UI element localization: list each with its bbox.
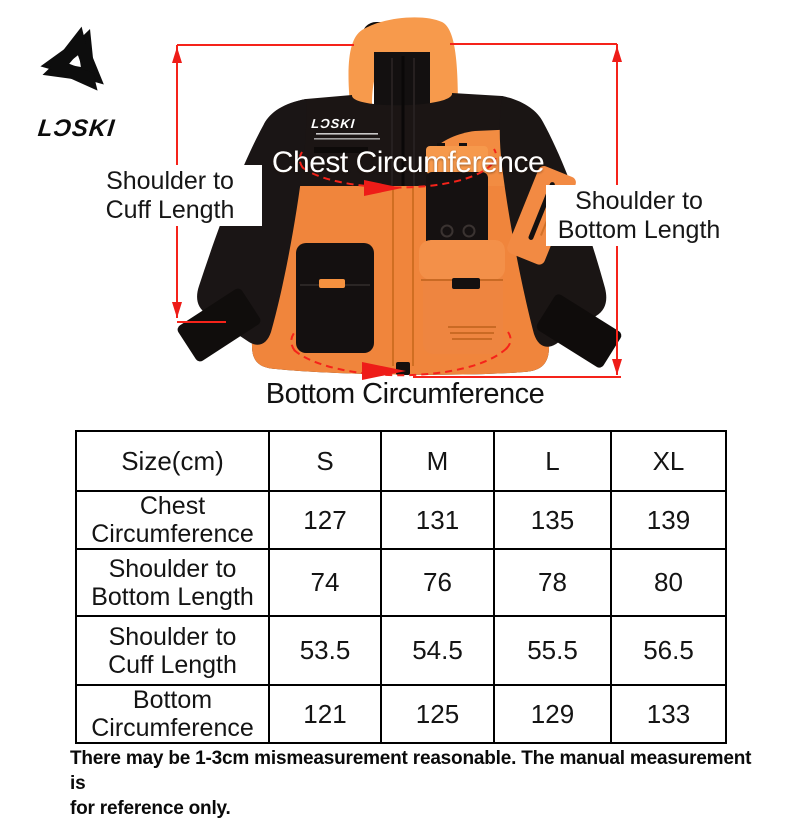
label-bottom-circumference: Bottom Circumference xyxy=(265,378,545,410)
header-size-m: M xyxy=(381,431,494,491)
cell-value: 76 xyxy=(381,549,494,616)
cell-value: 131 xyxy=(381,491,494,549)
table-row-shoulder-to-bottom xyxy=(76,549,726,616)
row-label: Shoulder to Cuff Length xyxy=(76,616,269,685)
label-shoulder-to-bottom: Shoulder to Bottom Length xyxy=(546,185,732,246)
size-table-header-row xyxy=(76,431,726,491)
cell-value: 74 xyxy=(269,549,381,616)
cell-value: 53.5 xyxy=(269,616,381,685)
cell-value: 133 xyxy=(611,685,726,743)
header-size-xl: XL xyxy=(611,431,726,491)
svg-text:LƆSKI: LƆSKI xyxy=(310,116,356,131)
table-row-shoulder-to-cuff xyxy=(76,616,726,685)
size-table xyxy=(75,430,727,744)
disclaimer-text: There may be 1-3cm mismeasurement reasonable. The manual measurement is for reference only. xyxy=(70,748,752,820)
cell-value: 135 xyxy=(494,491,611,549)
waist-pocket-right xyxy=(419,240,505,354)
row-label: Chest Circumference xyxy=(76,491,269,549)
header-size-cm: Size(cm) xyxy=(76,431,269,491)
cell-value: 54.5 xyxy=(381,616,494,685)
cell-value: 78 xyxy=(494,549,611,616)
cell-value: 129 xyxy=(494,685,611,743)
cell-value: 127 xyxy=(269,491,381,549)
header-size-s: S xyxy=(269,431,381,491)
cell-value: 55.5 xyxy=(494,616,611,685)
cell-value: 56.5 xyxy=(611,616,726,685)
header-size-l: L xyxy=(494,431,611,491)
brand-logo-text: LƆSKI xyxy=(36,115,116,142)
row-label: Shoulder to Bottom Length xyxy=(76,549,269,616)
table-row-bottom-circumference xyxy=(76,685,726,743)
cell-value: 125 xyxy=(381,685,494,743)
row-label: Bottom Circumference xyxy=(76,685,269,743)
cell-value: 80 xyxy=(611,549,726,616)
table-row-chest-circumference xyxy=(76,491,726,549)
cell-value: 139 xyxy=(611,491,726,549)
label-chest-circumference: Chest Circumference xyxy=(271,146,545,179)
cell-value: 121 xyxy=(269,685,381,743)
label-shoulder-to-cuff: Shoulder to Cuff Length xyxy=(78,165,262,226)
waist-pocket-left xyxy=(296,243,374,353)
